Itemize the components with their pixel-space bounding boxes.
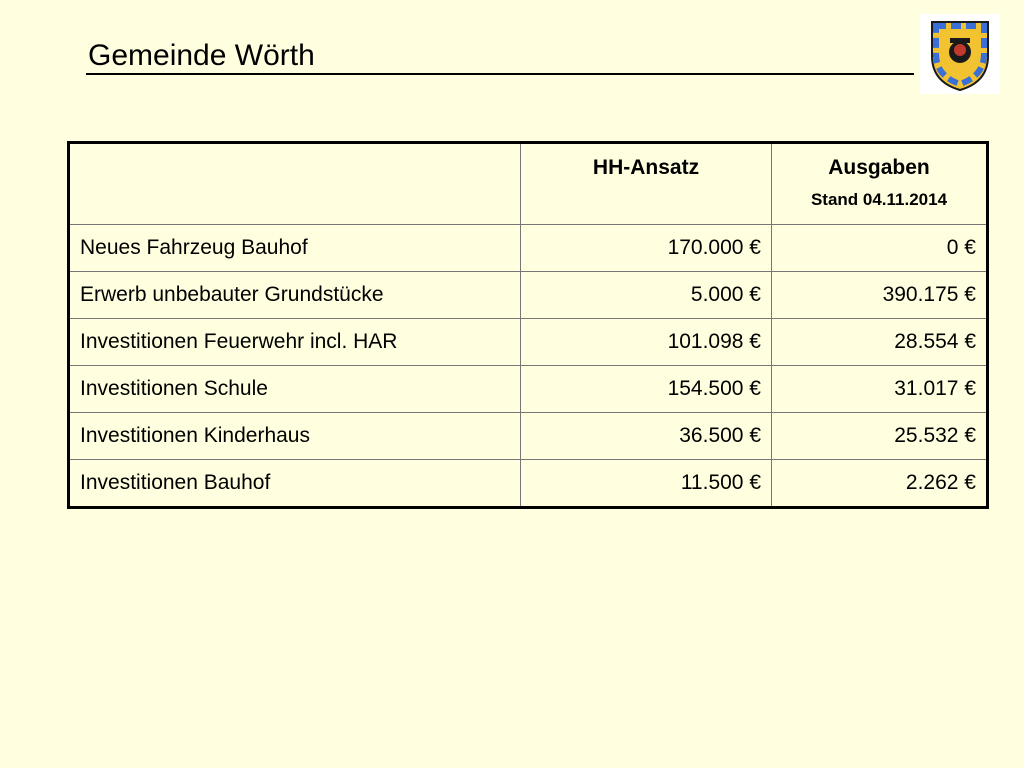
table-row	[69, 319, 988, 366]
table-row	[69, 225, 988, 272]
row-hh-ansatz: 154.500 €	[521, 366, 772, 413]
table-row	[69, 460, 988, 508]
row-ausgaben: 28.554 €	[772, 319, 988, 366]
table-header-row	[69, 143, 988, 225]
row-ausgaben: 25.532 €	[772, 413, 988, 460]
row-ausgaben: 0 €	[772, 225, 988, 272]
row-ausgaben: 31.017 €	[772, 366, 988, 413]
row-hh-ansatz: 5.000 €	[521, 272, 772, 319]
title-underline	[86, 73, 914, 75]
row-ausgaben: 390.175 €	[772, 272, 988, 319]
row-label: Investitionen Kinderhaus	[69, 413, 521, 460]
coat-of-arms-icon	[920, 14, 1000, 94]
header-cell-hh-ansatz	[521, 143, 772, 225]
header-cell-empty	[69, 143, 521, 225]
row-label: Investitionen Bauhof	[69, 460, 521, 508]
header-ausgaben-label: Ausgaben	[828, 156, 930, 179]
row-hh-ansatz: 101.098 €	[521, 319, 772, 366]
header-cell-ausgaben	[772, 143, 988, 225]
page-title: Gemeinde Wörth	[88, 39, 315, 72]
row-label: Investitionen Schule	[69, 366, 521, 413]
budget-table	[67, 141, 989, 509]
table-row	[69, 366, 988, 413]
header-ausgaben-date: Stand 04.11.2014	[810, 190, 948, 209]
row-label: Erwerb unbebauter Grundstücke	[69, 272, 521, 319]
row-ausgaben: 2.262 €	[772, 460, 988, 508]
row-label: Neues Fahrzeug Bauhof	[69, 225, 521, 272]
row-hh-ansatz: 170.000 €	[521, 225, 772, 272]
table-row	[69, 413, 988, 460]
table-row	[69, 272, 988, 319]
row-hh-ansatz: 36.500 €	[521, 413, 772, 460]
row-label: Investitionen Feuerwehr incl. HAR	[69, 319, 521, 366]
row-hh-ansatz: 11.500 €	[521, 460, 772, 508]
header-hh-ansatz-label: HH-Ansatz	[592, 156, 700, 179]
